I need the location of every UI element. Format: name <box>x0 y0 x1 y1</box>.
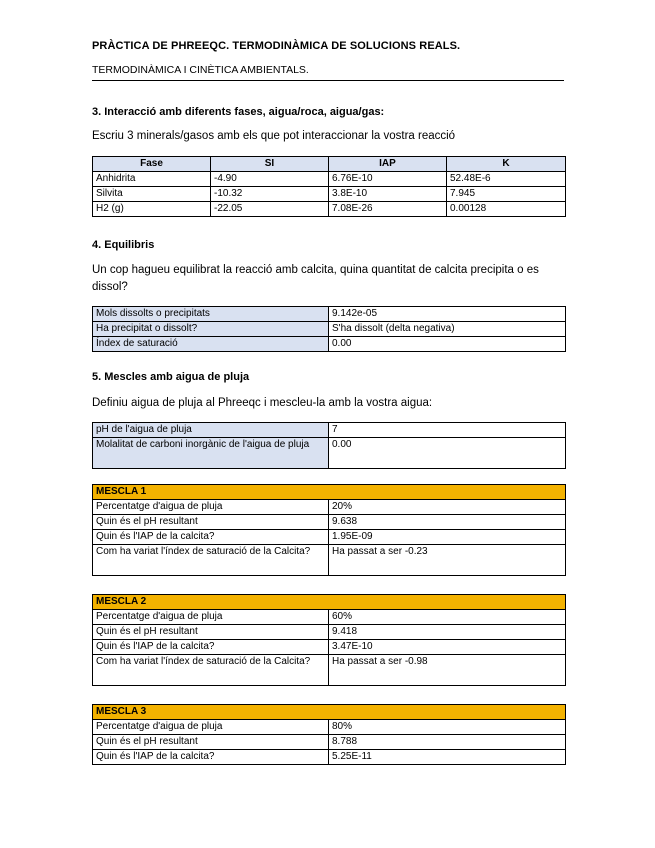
document-subtitle: TERMODINÀMICA I CINÈTICA AMBIENTALS. <box>92 64 309 76</box>
row-label: Percentatge d'aigua de pluja <box>93 720 329 735</box>
mix-header-row <box>93 595 566 610</box>
row-label: Mols dissolts o precipitats <box>93 307 329 322</box>
document-title: PRÀCTICA DE PHREEQC. TERMODINÀMICA DE SOLUCIONS REALS. <box>92 40 461 52</box>
table-cell: 6.76E-10 <box>329 172 447 187</box>
section-4-question: Un cop hagueu equilibrat la reacció amb calcita, quina quantitat de calcita precipita o es dissol? <box>92 264 539 293</box>
table-row <box>93 187 566 202</box>
row-value: 9.638 <box>329 515 566 530</box>
row-label: Quin és l'IAP de la calcita? <box>93 530 329 545</box>
row-value: 0.00 <box>329 438 566 469</box>
mix-title: MESCLA 2 <box>93 595 566 610</box>
table-row <box>93 750 566 765</box>
row-value: 8.788 <box>329 735 566 750</box>
mix-title: MESCLA 1 <box>93 485 566 500</box>
mix-header-row <box>93 705 566 720</box>
row-label: Com ha variat l'índex de saturació de la Calcita? <box>93 655 329 686</box>
table-cell: 52.48E-6 <box>447 172 566 187</box>
section-5-heading: 5. Mescles amb aigua de pluja <box>92 371 250 383</box>
table-cell: Silvita <box>93 187 211 202</box>
section-5-instruction: Definiu aigua de pluja al Phreeqc i mescleu-la amb la vostra aigua: <box>92 397 433 409</box>
row-value: 5.25E-11 <box>329 750 566 765</box>
table-cell: -4.90 <box>211 172 329 187</box>
row-value: 3.47E-10 <box>329 640 566 655</box>
table-cell: H2 (g) <box>93 202 211 217</box>
row-label: Percentatge d'aigua de pluja <box>93 610 329 625</box>
table-row <box>93 515 566 530</box>
row-value: 20% <box>329 500 566 515</box>
row-label: Quin és l'IAP de la calcita? <box>93 750 329 765</box>
column-header: Fase <box>93 157 211 172</box>
mix-title: MESCLA 3 <box>93 705 566 720</box>
table-row <box>93 720 566 735</box>
table-cell: 7.945 <box>447 187 566 202</box>
row-label: Com ha variat l'índex de saturació de la Calcita? <box>93 545 329 576</box>
row-label: Quin és el pH resultant <box>93 515 329 530</box>
table-row <box>93 500 566 515</box>
table-row <box>93 545 566 576</box>
row-value: 1.95E-09 <box>329 530 566 545</box>
rain-water-table <box>92 422 566 469</box>
equilibrium-table <box>92 306 566 352</box>
section-3-heading: 3. Interacció amb diferents fases, aigua/roca, aigua/gas: <box>92 106 385 118</box>
row-label: Quin és l'IAP de la calcita? <box>93 640 329 655</box>
row-label: Quin és el pH resultant <box>93 735 329 750</box>
row-label: Molalitat de carboni inorgànic de l'aigua de pluja <box>93 438 329 469</box>
table-cell: -10.32 <box>211 187 329 202</box>
table-row <box>93 337 566 352</box>
row-label: Ha precipitat o dissolt? <box>93 322 329 337</box>
table-row <box>93 655 566 686</box>
column-header: SI <box>211 157 329 172</box>
row-label: Percentatge d'aigua de pluja <box>93 500 329 515</box>
table-cell: Anhidrita <box>93 172 211 187</box>
row-value: S'ha dissolt (delta negativa) <box>329 322 566 337</box>
section-4-heading: 4. Equilibris <box>92 239 155 251</box>
mix-2-table <box>92 594 566 686</box>
table-row <box>93 610 566 625</box>
table-cell: 3.8E-10 <box>329 187 447 202</box>
row-value: 7 <box>329 423 566 438</box>
row-value: Ha passat a ser -0.23 <box>329 545 566 576</box>
row-value: 80% <box>329 720 566 735</box>
column-header: IAP <box>329 157 447 172</box>
section-3-instruction: Escriu 3 minerals/gasos amb els que pot interaccionar la vostra reacció <box>92 130 456 142</box>
table-row <box>93 423 566 438</box>
mix-1-table <box>92 484 566 576</box>
row-value: 0.00 <box>329 337 566 352</box>
table-row <box>93 625 566 640</box>
table-cell: -22.05 <box>211 202 329 217</box>
table-row <box>93 640 566 655</box>
row-label: Índex de saturació <box>93 337 329 352</box>
row-value: 60% <box>329 610 566 625</box>
table-row <box>93 172 566 187</box>
table-row <box>93 322 566 337</box>
table-row <box>93 735 566 750</box>
table-cell: 0.00128 <box>447 202 566 217</box>
table-row <box>93 438 566 469</box>
row-label: Quin és el pH resultant <box>93 625 329 640</box>
table-row <box>93 307 566 322</box>
row-value: Ha passat a ser -0.98 <box>329 655 566 686</box>
row-label: pH de l'aigua de pluja <box>93 423 329 438</box>
table-cell: 7.08E-26 <box>329 202 447 217</box>
phases-table <box>92 156 566 217</box>
row-value: 9.418 <box>329 625 566 640</box>
column-header: K <box>447 157 566 172</box>
table-row <box>93 530 566 545</box>
mix-3-table <box>92 704 566 765</box>
table-row <box>93 202 566 217</box>
phases-table-header <box>93 157 566 172</box>
mix-header-row <box>93 485 566 500</box>
row-value: 9.142e-05 <box>329 307 566 322</box>
header-divider <box>92 80 564 81</box>
